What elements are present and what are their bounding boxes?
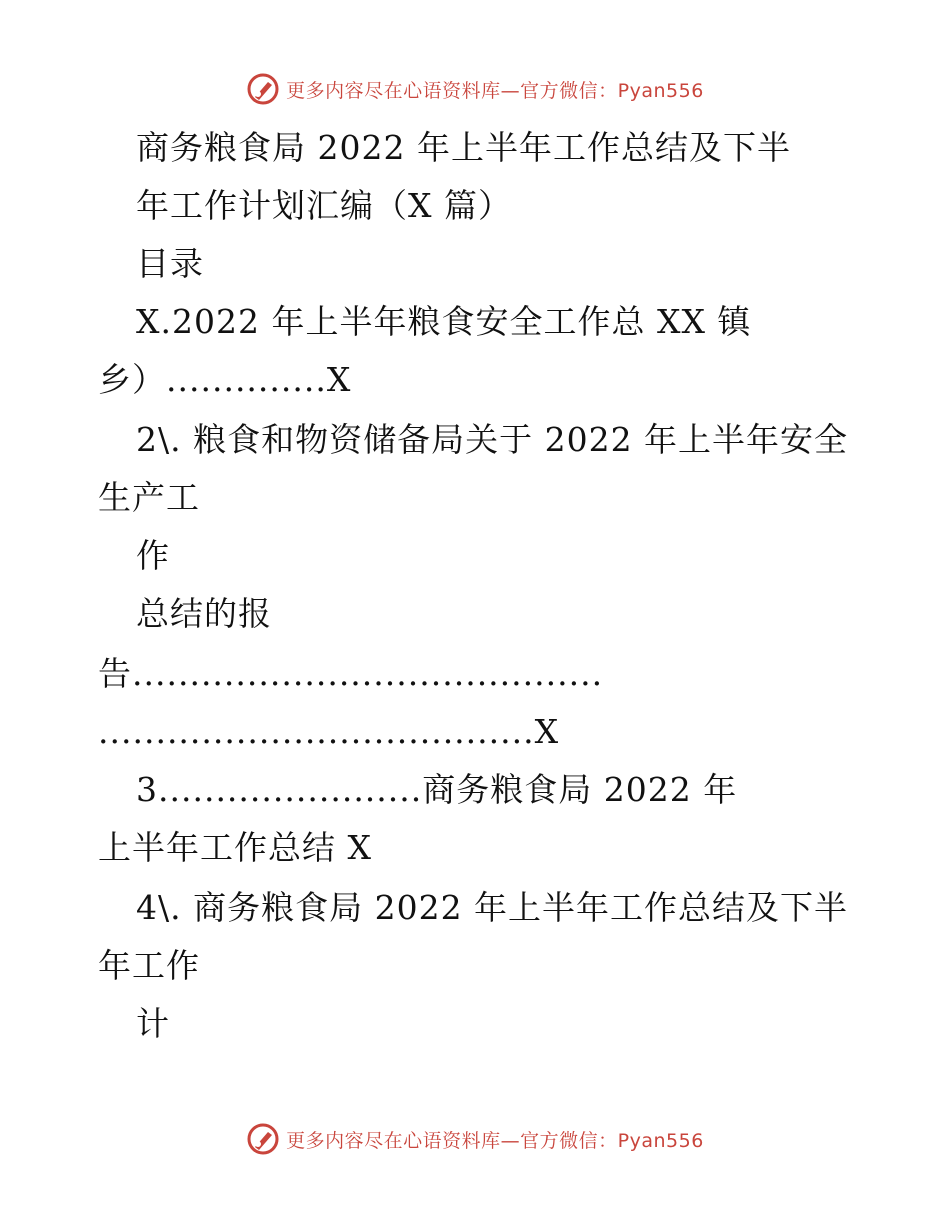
toc-item-3-line-1: 3.......................商务粮食局 2022 年	[136, 770, 738, 809]
toc-item-1-line-2: 乡）..............X	[98, 360, 352, 399]
title-line-2: 年工作计划汇编（X 篇）	[136, 186, 512, 225]
toc-item-2-line-3: 作	[136, 536, 170, 575]
toc-item-2-line-6: ......................................X	[98, 712, 560, 751]
toc-item-2-line-5: 告.........................................	[98, 654, 604, 693]
toc-item-2-line-2: 生产工	[98, 478, 200, 517]
toc-item-2-line-1: 2\. 粮食和物资储备局关于 2022 年上半年安全	[136, 420, 849, 459]
toc-item-4-line-3: 计	[136, 1004, 170, 1043]
toc-item-2-line-4: 总结的报	[136, 594, 272, 633]
pen-seal-icon	[246, 1122, 280, 1156]
watermark-text: 更多内容尽在心语资料库—官方微信：Pyan556	[286, 79, 704, 102]
watermark-text: 更多内容尽在心语资料库—官方微信：Pyan556	[286, 1129, 704, 1152]
toc-item-4-line-2: 年工作	[98, 946, 200, 985]
toc-heading: 目录	[136, 244, 204, 283]
toc-item-4-line-1: 4\. 商务粮食局 2022 年上半年工作总结及下半	[136, 888, 849, 927]
toc-item-3-line-2: 上半年工作总结 X	[98, 828, 372, 867]
title-line-1: 商务粮食局 2022 年上半年工作总结及下半	[136, 128, 791, 167]
watermark-footer	[0, 1122, 950, 1156]
toc-item-1-line-1: X.2022 年上半年粮食安全工作总 XX 镇	[136, 302, 752, 341]
